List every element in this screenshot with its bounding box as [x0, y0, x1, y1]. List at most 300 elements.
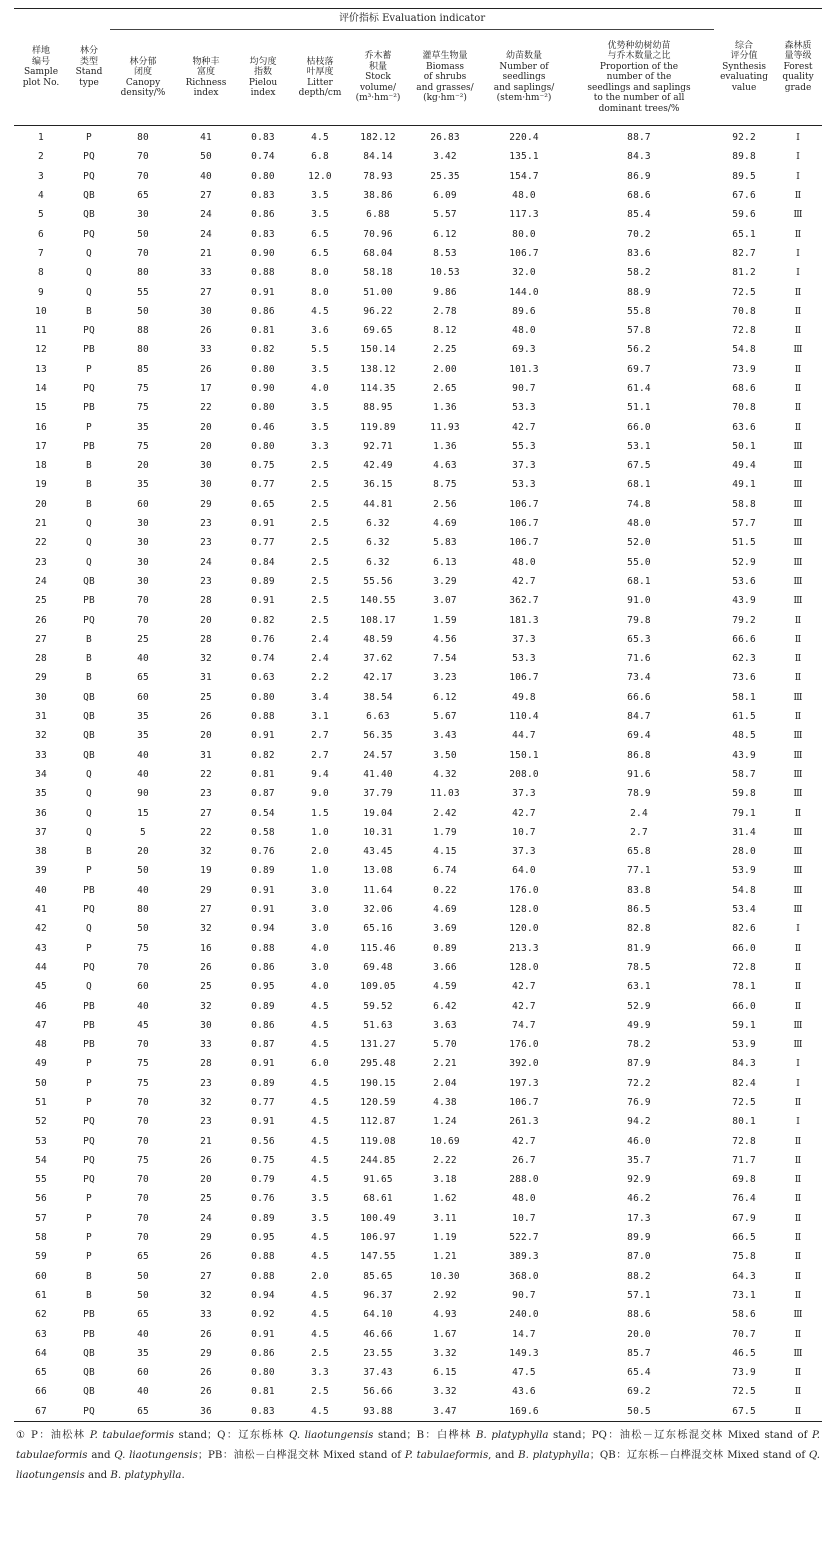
table-row — [14, 340, 822, 359]
table-cell: 30 — [35, 691, 47, 703]
table-cell: Ⅲ — [793, 691, 803, 703]
table-cell: 56.66 — [363, 1386, 393, 1398]
table-cell: 0.94 — [251, 1289, 275, 1301]
table-cell: 82.6 — [732, 923, 756, 935]
table-cell: 0.76 — [251, 633, 275, 645]
table-cell: 50.5 — [564, 1402, 714, 1422]
table-cell: 66.5 — [732, 1232, 756, 1244]
table-cell: 3.5 — [311, 402, 329, 414]
table-cell: 2.04 — [433, 1077, 457, 1089]
table-row — [14, 977, 822, 996]
table-cell: 37.43 — [363, 1367, 393, 1379]
table-cell: PB — [83, 884, 95, 896]
table-cell: PB — [83, 1039, 95, 1051]
table-cell: 60 — [137, 1367, 149, 1379]
table-cell: 29 — [200, 884, 212, 896]
table-cell: P — [86, 421, 92, 433]
table-cell: 20 — [35, 498, 47, 510]
table-cell: QB — [83, 1367, 95, 1379]
table-cell: 181.3 — [509, 614, 539, 626]
table-cell: PQ — [68, 1402, 110, 1422]
table-cell: 50 — [200, 151, 212, 163]
header-biomass: 灌草生物量 Biomass of shrubs and grasses/ (kg·hm⁻²) — [406, 30, 484, 126]
table-cell: 67.5 — [714, 1402, 774, 1422]
footnote-text: ；PB：油松－白桦混交林 Mixed stand of — [197, 1449, 405, 1461]
table-cell: 96.22 — [363, 305, 393, 317]
table-cell: 6.13 — [433, 556, 457, 568]
table-cell: 55.0 — [627, 556, 651, 568]
table-cell: 25 — [137, 633, 149, 645]
table-cell: 68.6 — [627, 190, 651, 202]
table-cell: PB — [83, 1309, 95, 1321]
table-cell: 58.7 — [732, 768, 756, 780]
table-cell: 86.8 — [627, 749, 651, 761]
table-cell: 43.45 — [363, 846, 393, 858]
table-cell: 120.0 — [509, 923, 539, 935]
table-cell: 16 — [35, 421, 47, 433]
table-cell: 2.5 — [311, 1386, 329, 1398]
table-cell: 4.5 — [311, 305, 329, 317]
table-cell: 24 — [35, 575, 47, 587]
table-cell: 48.59 — [363, 633, 393, 645]
table-cell: Ⅲ — [793, 518, 803, 530]
table-cell: 36 — [176, 1402, 236, 1422]
table-cell: 40 — [137, 1328, 149, 1340]
table-cell: 58.2 — [627, 267, 651, 279]
table-cell: 0.95 — [251, 1232, 275, 1244]
table-cell: 82.8 — [627, 923, 651, 935]
table-cell: 89.9 — [627, 1232, 651, 1244]
table-cell: 66.0 — [732, 942, 756, 954]
table-cell: 43 — [35, 942, 47, 954]
table-cell: 2.25 — [433, 344, 457, 356]
table-cell: 26 — [200, 961, 212, 973]
table-cell: 73.9 — [732, 363, 756, 375]
table-cell: 42.7 — [512, 575, 536, 587]
table-cell: 4.5 — [311, 1116, 329, 1128]
table-cell: 4.63 — [433, 460, 457, 472]
table-cell: 35 — [35, 788, 47, 800]
table-row — [14, 1267, 822, 1286]
table-cell: 4.5 — [311, 1232, 329, 1244]
table-cell: PQ — [83, 383, 95, 394]
table-cell: 20 — [137, 460, 149, 472]
table-cell: 119.08 — [360, 1135, 396, 1147]
table-cell: B — [86, 1270, 92, 1282]
table-cell: P — [86, 1077, 92, 1089]
table-cell: 64.10 — [363, 1309, 393, 1321]
table-cell: 4.5 — [311, 1039, 329, 1051]
table-cell: 55.3 — [512, 440, 536, 452]
table-cell: 69.65 — [363, 325, 393, 337]
table-cell: 65 — [137, 1251, 149, 1263]
table-cell: 50 — [137, 1289, 149, 1301]
table-cell: 3.42 — [433, 151, 457, 163]
table-cell: 0.87 — [251, 1039, 275, 1051]
table-cell: 4.32 — [433, 768, 457, 780]
table-cell: 0.89 — [251, 1000, 275, 1012]
table-cell: 8.53 — [433, 247, 457, 259]
table-row — [14, 803, 822, 822]
table-cell: 4.5 — [311, 1135, 329, 1147]
table-cell: 6.5 — [311, 228, 329, 240]
table-cell: 2.5 — [311, 614, 329, 626]
table-cell: 8 — [38, 267, 44, 279]
table-cell: 0.63 — [251, 672, 275, 684]
table-cell: 28 — [35, 653, 47, 665]
table-row — [14, 1209, 822, 1228]
table-cell: 50 — [137, 1270, 149, 1282]
table-cell: P — [86, 1058, 92, 1070]
table-cell: 79.1 — [732, 807, 756, 819]
table-cell: 85.4 — [627, 209, 651, 221]
table-row — [14, 398, 822, 417]
table-cell: 3.23 — [433, 672, 457, 684]
table-cell: 66.6 — [732, 633, 756, 645]
table-cell: 4 — [38, 190, 44, 202]
table-cell: 55 — [35, 1174, 47, 1186]
table-cell: 70 — [137, 961, 149, 973]
table-cell: 31 — [35, 711, 47, 723]
table-cell: 0.80 — [251, 363, 275, 375]
table-cell: 53.6 — [732, 575, 756, 587]
table-cell: 1 — [38, 132, 44, 144]
table-cell: 35 — [137, 421, 149, 433]
table-cell: 4.5 — [311, 132, 329, 144]
table-cell: 70 — [137, 1116, 149, 1128]
table-row — [14, 126, 822, 148]
table-cell: 144.0 — [509, 286, 539, 298]
table-cell: 12 — [35, 344, 47, 356]
table-cell: 2.21 — [433, 1058, 457, 1070]
table-cell: 70.8 — [732, 305, 756, 317]
table-cell: 33 — [200, 267, 212, 279]
table-cell: 3.0 — [311, 884, 329, 896]
table-cell: 65.1 — [732, 228, 756, 240]
table-cell: 3.0 — [311, 904, 329, 916]
table-cell: 2.4 — [630, 807, 648, 819]
table-cell: 6.0 — [311, 1058, 329, 1070]
table-cell: 32 — [200, 923, 212, 935]
table-cell: 9 — [38, 286, 44, 298]
table-cell: 20 — [200, 421, 212, 433]
table-cell: 68.04 — [363, 247, 393, 259]
table-cell: 3.07 — [433, 595, 457, 607]
table-cell: Ⅲ — [793, 749, 803, 761]
table-cell: 106.7 — [509, 672, 539, 684]
table-cell: 50 — [35, 1077, 47, 1089]
table-cell: 0.91 — [251, 1058, 275, 1070]
table-cell: Ⅰ — [796, 1116, 801, 1128]
table-cell: 110.4 — [509, 711, 539, 723]
table-cell: 0.90 — [251, 383, 275, 394]
table-cell: 149.3 — [509, 1347, 539, 1359]
table-cell: 0.81 — [251, 1386, 275, 1398]
table-row — [14, 1305, 822, 1324]
table-cell: 84.7 — [627, 711, 651, 723]
table-cell: 48.0 — [512, 556, 536, 568]
table-cell: 72.5 — [732, 1096, 756, 1108]
table-cell: 83.6 — [627, 247, 651, 259]
table-row — [14, 553, 822, 572]
table-row — [14, 1131, 822, 1150]
footnote-species-name: Q. liaotungensis — [288, 1429, 374, 1441]
table-cell: Ⅱ — [794, 1289, 802, 1301]
table-cell: 48.5 — [732, 730, 756, 742]
table-cell: 3.3 — [311, 440, 329, 452]
table-cell: 0.88 — [251, 1251, 275, 1263]
table-cell: 5.5 — [311, 344, 329, 356]
table-cell: 72.8 — [732, 1135, 756, 1147]
table-cell: 26 — [200, 1154, 212, 1166]
table-cell: 0.91 — [251, 1328, 275, 1340]
table-cell: B — [86, 633, 92, 645]
footnote-text: . — [181, 1469, 185, 1481]
table-cell: 2.56 — [433, 498, 457, 510]
table-cell: 6 — [38, 228, 44, 240]
table-cell: 0.91 — [251, 595, 275, 607]
table-cell: Ⅱ — [794, 421, 802, 433]
table-cell: 24 — [200, 209, 212, 221]
table-cell: 42.7 — [512, 421, 536, 433]
header-litter-depth: 枯枝落 叶厚度 Litter depth/cm — [290, 30, 350, 126]
table-cell: 1.62 — [433, 1193, 457, 1205]
table-cell: 2.7 — [311, 749, 329, 761]
table-cell: 2.65 — [433, 383, 457, 394]
table-cell: 3.3 — [311, 1367, 329, 1379]
table-cell: 6.12 — [433, 691, 457, 703]
table-cell: 32 — [200, 653, 212, 665]
table-cell: 74.8 — [627, 498, 651, 510]
table-cell: 26 — [200, 1328, 212, 1340]
table-cell: Ⅲ — [793, 1347, 803, 1359]
table-cell: QB — [83, 749, 95, 761]
table-cell: 42.49 — [363, 460, 393, 472]
table-cell: 6.63 — [366, 711, 390, 723]
table-cell: 78.5 — [627, 961, 651, 973]
table-cell: 66.0 — [627, 421, 651, 433]
table-cell: 23 — [200, 518, 212, 530]
table-cell: 10.53 — [430, 267, 460, 279]
table-cell: Q — [86, 768, 92, 780]
table-row — [14, 1074, 822, 1093]
table-cell: 38 — [35, 846, 47, 858]
table-cell: 128.0 — [509, 904, 539, 916]
table-cell: 49.9 — [627, 1019, 651, 1031]
table-cell: 37.3 — [512, 788, 536, 800]
table-row — [14, 649, 822, 668]
table-cell: 23 — [200, 1116, 212, 1128]
table-cell: 7 — [38, 247, 44, 259]
table-cell: 70 — [137, 614, 149, 626]
table-cell: 67 — [14, 1402, 68, 1422]
table-cell: 52.9 — [732, 556, 756, 568]
table-cell: 2.5 — [311, 498, 329, 510]
table-cell: 368.0 — [509, 1270, 539, 1282]
table-cell: Ⅱ — [794, 1212, 802, 1224]
table-cell: 0.82 — [251, 749, 275, 761]
table-cell: 50 — [137, 865, 149, 877]
table-cell: 30 — [200, 460, 212, 472]
table-cell: 60 — [137, 498, 149, 510]
table-cell: 12.0 — [308, 170, 332, 182]
table-cell: 80 — [137, 132, 149, 144]
table-cell: 112.87 — [360, 1116, 396, 1128]
table-cell: 23 — [200, 788, 212, 800]
table-cell: 20.0 — [627, 1328, 651, 1340]
table-cell: 66 — [35, 1386, 47, 1398]
table-cell: 0.65 — [251, 498, 275, 510]
table-cell: 0.83 — [251, 228, 275, 240]
table-cell: 47.5 — [512, 1367, 536, 1379]
table-cell: 213.3 — [509, 942, 539, 954]
table-cell: 1.21 — [433, 1251, 457, 1263]
table-cell: 70 — [137, 595, 149, 607]
table-cell: B — [86, 479, 92, 491]
table-cell: B — [86, 653, 92, 665]
table-cell: 1.24 — [433, 1116, 457, 1128]
table-cell: 100.49 — [360, 1212, 396, 1224]
table-cell: 73.6 — [732, 672, 756, 684]
table-cell: 220.4 — [509, 132, 539, 144]
table-row — [14, 900, 822, 919]
table-cell: 240.0 — [509, 1309, 539, 1321]
table-cell: 80.0 — [512, 228, 536, 240]
table-cell: 362.7 — [509, 595, 539, 607]
header-richness-index: 物种丰 富度 Richness index — [176, 30, 236, 126]
table-cell: 0.87 — [251, 788, 275, 800]
table-cell: 59.1 — [732, 1019, 756, 1031]
table-cell: 66.0 — [732, 1000, 756, 1012]
table-cell: 69.2 — [627, 1386, 651, 1398]
table-row — [14, 1016, 822, 1035]
table-cell: 26 — [200, 1251, 212, 1263]
table-cell: 75 — [137, 402, 149, 414]
table-cell: 54 — [35, 1154, 47, 1166]
table-cell: 4.69 — [433, 904, 457, 916]
table-footnote — [14, 1426, 822, 1486]
table-cell: 43.9 — [732, 749, 756, 761]
table-cell: 51.5 — [732, 537, 756, 549]
table-cell: 0.89 — [433, 942, 457, 954]
table-cell: 3.0 — [311, 961, 329, 973]
table-cell: 11.64 — [363, 884, 393, 896]
table-cell: 72.8 — [732, 325, 756, 337]
table-cell: 57.1 — [627, 1289, 651, 1301]
table-cell: 72.5 — [732, 286, 756, 298]
table-cell: 4.5 — [290, 1402, 350, 1422]
table-cell: 80 — [137, 344, 149, 356]
footnote-species-name: P. tabulaeformis — [16, 1429, 820, 1461]
table-cell: 26 — [200, 1386, 212, 1398]
table-cell: 70 — [137, 1193, 149, 1205]
table-row — [14, 1112, 822, 1131]
table-cell: 4.5 — [311, 1154, 329, 1166]
table-cell: 70.7 — [732, 1328, 756, 1340]
table-cell: 33 — [200, 1309, 212, 1321]
table-cell: 101.3 — [509, 363, 539, 375]
table-cell: 32 — [200, 846, 212, 858]
table-cell: 0.89 — [251, 1212, 275, 1224]
table-row — [14, 1382, 822, 1401]
table-cell: 70 — [137, 1174, 149, 1186]
table-row — [14, 630, 822, 649]
table-cell: 23 — [200, 575, 212, 587]
table-row — [14, 186, 822, 205]
table-cell: Q — [86, 247, 92, 259]
table-cell: 78.93 — [363, 170, 393, 182]
table-cell: 28 — [200, 1058, 212, 1070]
table-cell: 0.82 — [251, 344, 275, 356]
table-row — [14, 746, 822, 765]
table-cell: 3.1 — [311, 711, 329, 723]
table-cell: Ⅲ — [793, 537, 803, 549]
table-cell: 3.18 — [433, 1174, 457, 1186]
table-cell: QB — [83, 1347, 95, 1359]
table-cell: 62.3 — [732, 653, 756, 665]
table-cell: PQ — [83, 614, 95, 626]
table-cell: 69.8 — [732, 1174, 756, 1186]
table-cell: Ⅰ — [796, 267, 801, 279]
table-cell: 31 — [200, 672, 212, 684]
table-cell: 4.0 — [311, 942, 329, 954]
table-cell: 109.05 — [360, 981, 396, 993]
table-cell: 6.8 — [311, 151, 329, 163]
table-cell: PQ — [83, 228, 95, 240]
table-cell: Ⅱ — [794, 1270, 802, 1282]
table-cell: 4.5 — [311, 1309, 329, 1321]
table-cell: 40 — [200, 170, 212, 182]
table-cell: 51 — [35, 1096, 47, 1108]
table-cell: 36 — [35, 807, 47, 819]
table-cell: 3.6 — [311, 325, 329, 337]
table-cell: 58.6 — [732, 1309, 756, 1321]
table-row — [14, 1324, 822, 1343]
table-cell: 4.5 — [311, 1077, 329, 1089]
table-cell: 30 — [137, 537, 149, 549]
footnote-species-name: P. tabulaeformis — [404, 1449, 489, 1461]
table-cell: 67.6 — [732, 190, 756, 202]
table-cell: 82.4 — [732, 1077, 756, 1089]
table-cell: 3.4 — [311, 691, 329, 703]
table-cell: QB — [83, 691, 95, 703]
table-cell: 22 — [35, 537, 47, 549]
table-cell: 6.32 — [366, 537, 390, 549]
header-stock-volume: 乔木蓄 积量 Stock volume/ (m³·hm⁻²) — [350, 30, 406, 126]
table-cell: 63.1 — [627, 981, 651, 993]
table-cell: 0.91 — [251, 286, 275, 298]
table-cell: 24 — [200, 1212, 212, 1224]
footnote-species-name: B. platyphylla — [476, 1429, 549, 1441]
header-canopy-density: 林分郁 闭度 Canopy density/% — [110, 30, 176, 126]
table-row — [14, 919, 822, 938]
table-cell: 2.42 — [433, 807, 457, 819]
table-cell: QB — [83, 190, 95, 202]
table-cell: Q — [86, 923, 92, 935]
table-cell: 0.86 — [251, 961, 275, 973]
table-cell: 0.46 — [251, 421, 275, 433]
table-cell: 63.6 — [732, 421, 756, 433]
table-cell: PB — [83, 402, 95, 414]
table-cell: Ⅲ — [793, 556, 803, 568]
table-cell: 73.1 — [732, 1289, 756, 1301]
table-cell: 69.3 — [512, 344, 536, 356]
table-cell: 0.81 — [251, 768, 275, 780]
table-cell: 4.5 — [311, 1251, 329, 1263]
table-cell: 58.18 — [363, 267, 393, 279]
table-cell: 3.50 — [433, 749, 457, 761]
table-cell: P — [86, 1232, 92, 1244]
